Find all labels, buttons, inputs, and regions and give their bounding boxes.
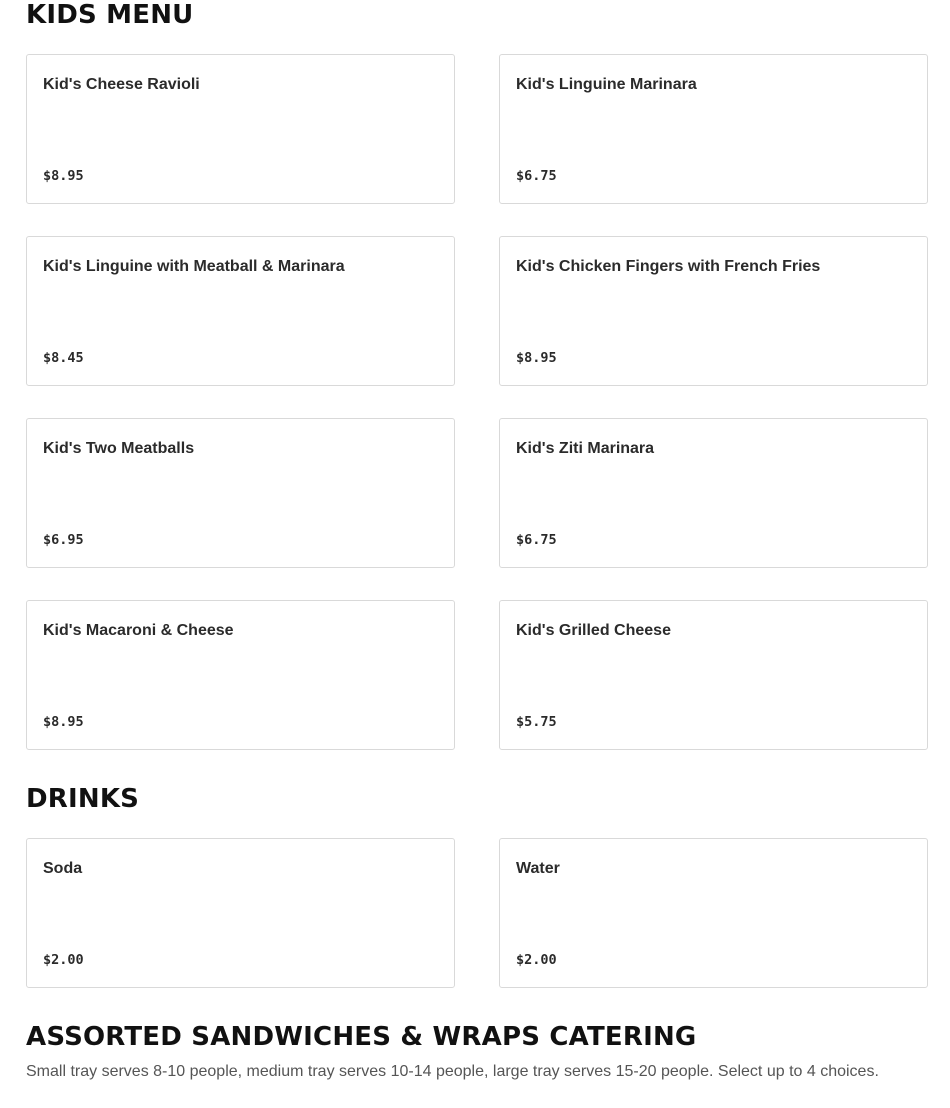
menu-item-card[interactable] (26, 600, 455, 750)
menu-item-name: Kid's Chicken Fingers with French Fries (516, 258, 821, 275)
menu-item-name: Soda (43, 860, 83, 877)
menu-item-name: Water (516, 860, 560, 877)
menu-item-card[interactable] (499, 600, 928, 750)
menu-item-card[interactable] (499, 54, 928, 204)
menu-item-card[interactable] (499, 418, 928, 568)
menu-item-name: Kid's Linguine with Meatball & Marinara (43, 258, 345, 275)
section-title-kids-menu: KIDS MENU (26, 0, 194, 30)
menu-item-price: $6.75 (516, 532, 557, 548)
menu-item-price: $2.00 (516, 952, 557, 968)
menu-item-price: $8.95 (43, 168, 84, 184)
section-title-drinks: DRINKS (26, 784, 140, 814)
menu-item-price: $8.95 (516, 350, 557, 366)
drinks-grid (26, 838, 928, 988)
menu-item-name: Kid's Cheese Ravioli (43, 76, 200, 93)
menu-item-card[interactable] (499, 236, 928, 386)
section-description: Small tray serves 8-10 people, medium tray serves 10-14 people, large tray serves 15-20 people. Select up to 4 choices. (26, 1063, 879, 1080)
menu-item-price: $6.95 (43, 532, 84, 548)
menu-item-card[interactable] (499, 838, 928, 988)
menu-item-card[interactable] (26, 838, 455, 988)
kids-menu-grid (26, 54, 928, 750)
menu-item-name: Kid's Grilled Cheese (516, 622, 671, 639)
menu-item-card[interactable] (26, 418, 455, 568)
menu-item-name: Kid's Linguine Marinara (516, 76, 697, 93)
menu-item-price: $5.75 (516, 714, 557, 730)
menu-item-price: $8.95 (43, 714, 84, 730)
section-title-sandwiches-catering: ASSORTED SANDWICHES & WRAPS CATERING (26, 1022, 697, 1052)
menu-item-name: Kid's Two Meatballs (43, 440, 195, 457)
menu-item-name: Kid's Ziti Marinara (516, 440, 655, 457)
menu-item-price: $6.75 (516, 168, 557, 184)
menu-item-card[interactable] (26, 236, 455, 386)
menu-item-price: $8.45 (43, 350, 84, 366)
menu-item-name: Kid's Macaroni & Cheese (43, 622, 234, 639)
menu-item-card[interactable] (26, 54, 455, 204)
menu-item-price: $2.00 (43, 952, 84, 968)
